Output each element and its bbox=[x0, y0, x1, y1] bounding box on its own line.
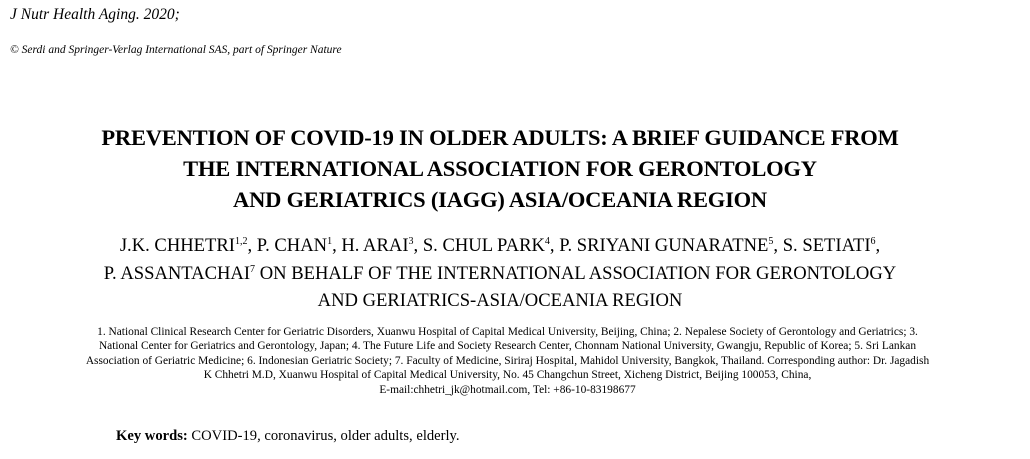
author-name: H. ARAI bbox=[341, 235, 409, 256]
author-separator: , bbox=[773, 235, 783, 256]
copyright-notice: © Serdi and Springer-Verlag International SAS, part of Springer Nature bbox=[10, 44, 342, 56]
author-separator: , bbox=[549, 235, 560, 256]
author-name: P. CHAN bbox=[256, 235, 328, 256]
author-separator: , bbox=[247, 235, 257, 256]
authors-behalf-text: ON BEHALF OF THE INTERNATIONAL ASSOCIATION FOR GERONTOLOGY bbox=[255, 262, 897, 284]
author-separator: , bbox=[413, 235, 423, 256]
author-name: S. SETIATI bbox=[782, 235, 871, 256]
title-line: THE INTERNATIONAL ASSOCIATION FOR GERONTOLOGY bbox=[183, 156, 817, 181]
author-affiliation-marker: 5 bbox=[768, 236, 774, 247]
affiliation-line: 1. National Clinical Research Center for Geriatric Disorders, Xuanwu Hospital of Capital Medical University, Beijing, China; 2. Nepalese Society of Gerontology and Geriatrics; 3. bbox=[97, 326, 918, 338]
author-name: P. ASSANTACHAI bbox=[103, 262, 251, 284]
author-line bbox=[0, 232, 1000, 260]
affiliation-line: National Center for Geriatrics and Gerontology, Japan; 4. The Future Life and Society Research Center, Chonnam National University, Gwangju, Republic of Korea; 5. Sri Lankan bbox=[98, 340, 917, 353]
title-line: AND GERIATRICS (IAGG) ASIA/OCEANIA REGION bbox=[233, 187, 767, 212]
affiliation-line: E-mail:chhetri_jk@hotmail.com, Tel: +86-10-83198677 bbox=[379, 383, 636, 396]
author-affiliation-marker: 1 bbox=[327, 236, 333, 247]
keywords-text: COVID-19, coronavirus, older adults, elderly. bbox=[187, 428, 460, 444]
author-line bbox=[0, 260, 1000, 288]
keywords bbox=[116, 428, 460, 445]
author-name: J.K. CHHETRI bbox=[119, 235, 235, 256]
author-separator: , bbox=[875, 235, 881, 256]
author-name: S. CHUL PARK bbox=[422, 235, 545, 256]
keywords-label: Key words: bbox=[116, 428, 188, 444]
article-title bbox=[0, 122, 1000, 215]
author-affiliation-marker: 3 bbox=[408, 236, 414, 247]
journal-citation: J Nutr Health Aging. 2020; bbox=[10, 6, 180, 23]
author-affiliation-marker: 7 bbox=[250, 263, 256, 275]
author-affiliation-marker: 4 bbox=[544, 236, 550, 247]
author-separator: , bbox=[332, 235, 342, 256]
author-list bbox=[0, 232, 1000, 315]
affiliation-line: Association of Geriatric Medicine; 6. Indonesian Geriatric Society; 7. Faculty of Medicine, Siriraj Hospital, Mahidol University, Bangkok, Thailand. Corresponding author: Dr. Jagadish bbox=[85, 354, 930, 367]
author-affiliation-marker: 1,2 bbox=[235, 236, 248, 247]
title-line: PREVENTION OF COVID-19 IN OLDER ADULTS: A BRIEF GUIDANCE FROM bbox=[101, 125, 899, 150]
author-name: P. SRIYANI GUNARATNE bbox=[559, 235, 769, 256]
affiliations bbox=[15, 325, 1000, 397]
author-line: AND GERIATRICS-ASIA/OCEANIA REGION bbox=[317, 290, 683, 311]
affiliation-line: K Chhetri M.D, Xuanwu Hospital of Capital Medical University, No. 45 Changchun Street, Xicheng District, Beijing 100053, China, bbox=[203, 369, 812, 382]
author-affiliation-marker: 6 bbox=[870, 236, 876, 247]
